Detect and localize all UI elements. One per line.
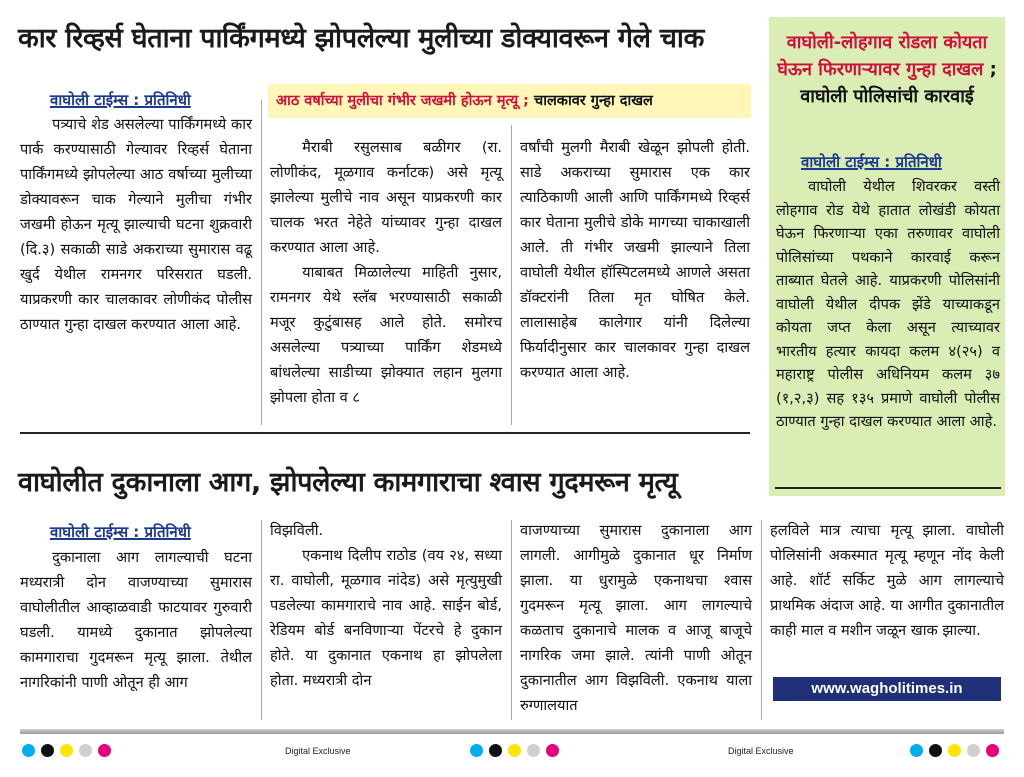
story1-column-2 <box>270 135 502 410</box>
gray-dot-icon <box>967 744 980 757</box>
sidebar-news-box <box>769 17 1005 496</box>
yellow-dot-icon <box>948 744 961 757</box>
story1-byline: वाघोली टाईम्स : प्रतिनिधी <box>50 91 191 109</box>
story2-column-2 <box>270 518 502 693</box>
story1-column-1-text: पत्र्याचे शेड असलेल्या पार्किंगमध्ये कार पार्क करण्यासाठी गेल्यावर रिव्हर्स घेताना पार्किंगमध्ये झोपलेल्या आठ वर्षाच्या मुलीच्या डोक्यावरून चाक गेल्याने मुलीचा गंभीर जखमी होऊन मृत्यू झाल्याची घटना शुक्रवारी (दि.३) सकाळी साडे अकराच्या सुमारास वढू खुर्द येथील रामनगर परिसरात घडली. याप्रकरणी कार चालकावर लोणीकंद पोलीस ठाण्यात गुन्हा दाखल करण्यात आला आहे. <box>20 116 252 333</box>
story2-column-4 <box>770 518 1004 643</box>
story1-subhead-red: आठ वर्षाच्या मुलीचा गंभीर जखमी होऊन मृत्यू ; <box>276 93 529 109</box>
sidebar-body-text: वाघोली येथील शिवरकर वस्ती लोहगाव रोड येथे हातात लोखंडी कोयता घेऊन फिरणाऱ्या एका तरुणावर वाघोली पोलिसांच्या पथकाने कारवाई करून ताब्यात घेतले आहे. याप्रकरणी पोलिसांनी वाघोली येथील दीपक झेंडे याच्याकडून कोयता जप्त केला असून त्याच्यावर भारतीय हत्यार कायदा कलम ४(२५) व महाराष्ट्र पोलीस अधिनियम कलम ३७ (१,२,३) सह १३५ प्रमाणे वाघोली पोलीस ठाण्यात गुन्हा दाखल करण्यात आला आहे. <box>776 178 1000 430</box>
footer-label-left: Digital Exclusive <box>285 746 351 756</box>
black-dot-icon <box>489 744 502 757</box>
sidebar-headline <box>769 29 1005 110</box>
yellow-dot-icon <box>508 744 521 757</box>
story2-column-2-paragraph-2: एकनाथ दिलीप राठोड (वय २४, सध्या रा. वाघोली, मूळगाव नांदेड) असे मृत्युमुखी पडलेल्या कामगाराचे नाव आहे. साईन बोर्ड, रेडियम बोर्ड बनविणाऱ्या पेंटरचे हे दुकान होते. या दुकानात एकनाथ हा झोपलेला होता. मध्यरात्री दोन <box>270 547 502 689</box>
yellow-dot-icon <box>60 744 73 757</box>
story1-column-3 <box>520 135 750 385</box>
column-divider <box>761 520 762 720</box>
story2-column-3-text: वाजण्याच्या सुमारास दुकानाला आग लागली. आगीमुळे दुकानात धूर निर्माण झाला. या धुरामुळे एकनाथचा श्वास गुदमरून मृत्यू झाला. आग लागल्याचे कळताच दुकानाचे मालक व आजू बाजूचे नागरिक जमा झाले. त्यांनी पाणी ओतून दुकानातील आग विझविली. एकनाथ याला रुग्णालयात <box>520 522 752 714</box>
story1-column-1 <box>20 112 252 337</box>
column-divider <box>511 125 512 425</box>
story2-byline: वाघोली टाईम्स : प्रतिनिधी <box>50 523 191 541</box>
story1-column-2-paragraph-2: याबाबत मिळालेल्या माहिती नुसार, रामनगर येथे स्लॅब भरण्यासाठी सकाळी मजूर कुटुंबासह आले होते. समोरच असलेल्या पत्र्याच्या पार्किंग शेडमध्ये बांधलेल्या साडीच्या झोक्यात लहान मुलगा झोपला होता व ८ <box>270 264 502 406</box>
story1-subhead-black: चालकावर गुन्हा दाखल <box>528 93 653 109</box>
column-divider <box>511 520 512 720</box>
cyan-dot-icon <box>470 744 483 757</box>
sidebar-headline-red: वाघोली-लोहगाव रोडला कोयता घेऊन फिरणाऱ्यावर गुन्हा दाखल <box>777 32 988 80</box>
magenta-dot-icon <box>98 744 111 757</box>
website-url-banner[interactable]: www.wagholitimes.in <box>773 677 1001 701</box>
story1-column-3-text: वर्षांची मुलगी मैराबी खेळून झोपली होती. साडे अकराच्या सुमारास एक कार त्याठिकाणी आली आणि पार्किंगमध्ये रिव्हर्स कार घेताना मुलीचे डोके मागच्या चाकाखाली आले. ती गंभीर जखमी झाल्याने तिला वाघोली येथील हॉस्पिटलमध्ये आणले असता डॉक्टरांनी तिला मृत घोषित केले. लालासाहेब कालेगार यांनी दिलेल्या फिर्यादीनुसार कार चालकावर गुन्हा दाखल करण्यात आला आहे. <box>520 139 750 381</box>
story1-column-2-paragraph-1: मैराबी रसुलसाब बळीगर (रा. लोणीकंद, मूळगाव कर्नाटक) असे मृत्यू झालेल्या मुलीचे नाव असून याप्रकरणी कार चालक भरत नेहेते यांच्यावर गुन्हा दाखल करण्यात आला आहे. <box>270 139 502 256</box>
story2-column-3 <box>520 518 752 718</box>
footer-rule <box>20 729 1004 734</box>
color-registration-marks-right <box>910 744 999 758</box>
story2-column-2-paragraph-1: विझविली. <box>270 522 324 539</box>
story1-subhead <box>268 84 751 118</box>
story1-headline: कार रिव्हर्स घेताना पार्किंगमध्ये झोपलेल्या मुलीच्या डोक्यावरून गेले चाक <box>18 23 705 54</box>
column-divider <box>261 100 262 425</box>
color-registration-marks-left <box>22 744 111 758</box>
story2-column-1-text: दुकानाला आग लागल्याची घटना मध्यरात्री दोन वाजण्याच्या सुमारास वाघोलीतील आव्हाळवाडी फाटयावर गुरुवारी घडली. यामध्ये दुकानात झोपलेल्या कामगाराचा गुदमरून मृत्यू झाला. तेथील नागरिकांनी पाणी ओतून ही आग <box>20 549 252 691</box>
sidebar-divider-line <box>775 487 1001 489</box>
sidebar-headline-black: ; वाघोली पोलिसांची कारवाई <box>800 59 997 107</box>
gray-dot-icon <box>79 744 92 757</box>
column-divider <box>261 520 262 720</box>
gray-dot-icon <box>527 744 540 757</box>
story2-column-1 <box>20 545 252 695</box>
story2-column-4-text: हलविले मात्र त्याचा मृत्यू झाला. वाघोली पोलिसांनी अकस्मात मृत्यू म्हणून नोंद केली आहे. शॉर्ट सर्किट मुळे आग लागल्याचे प्राथमिक अंदाज आहे. या आगीत दुकानातील काही माल व मशीन जळून खाक झाल्या. <box>770 522 1004 639</box>
cyan-dot-icon <box>22 744 35 757</box>
story-divider-line <box>20 432 750 434</box>
cyan-dot-icon <box>910 744 923 757</box>
footer-label-right: Digital Exclusive <box>728 746 794 756</box>
sidebar-byline: वाघोली टाईम्स : प्रतिनिधी <box>801 153 942 171</box>
magenta-dot-icon <box>546 744 559 757</box>
black-dot-icon <box>41 744 54 757</box>
black-dot-icon <box>929 744 942 757</box>
magenta-dot-icon <box>986 744 999 757</box>
sidebar-body <box>776 175 1000 434</box>
story2-headline: वाघोलीत दुकानाला आग, झोपलेल्या कामगाराचा श्वास गुदमरून मृत्यू <box>18 467 678 498</box>
color-registration-marks-center <box>470 744 559 758</box>
